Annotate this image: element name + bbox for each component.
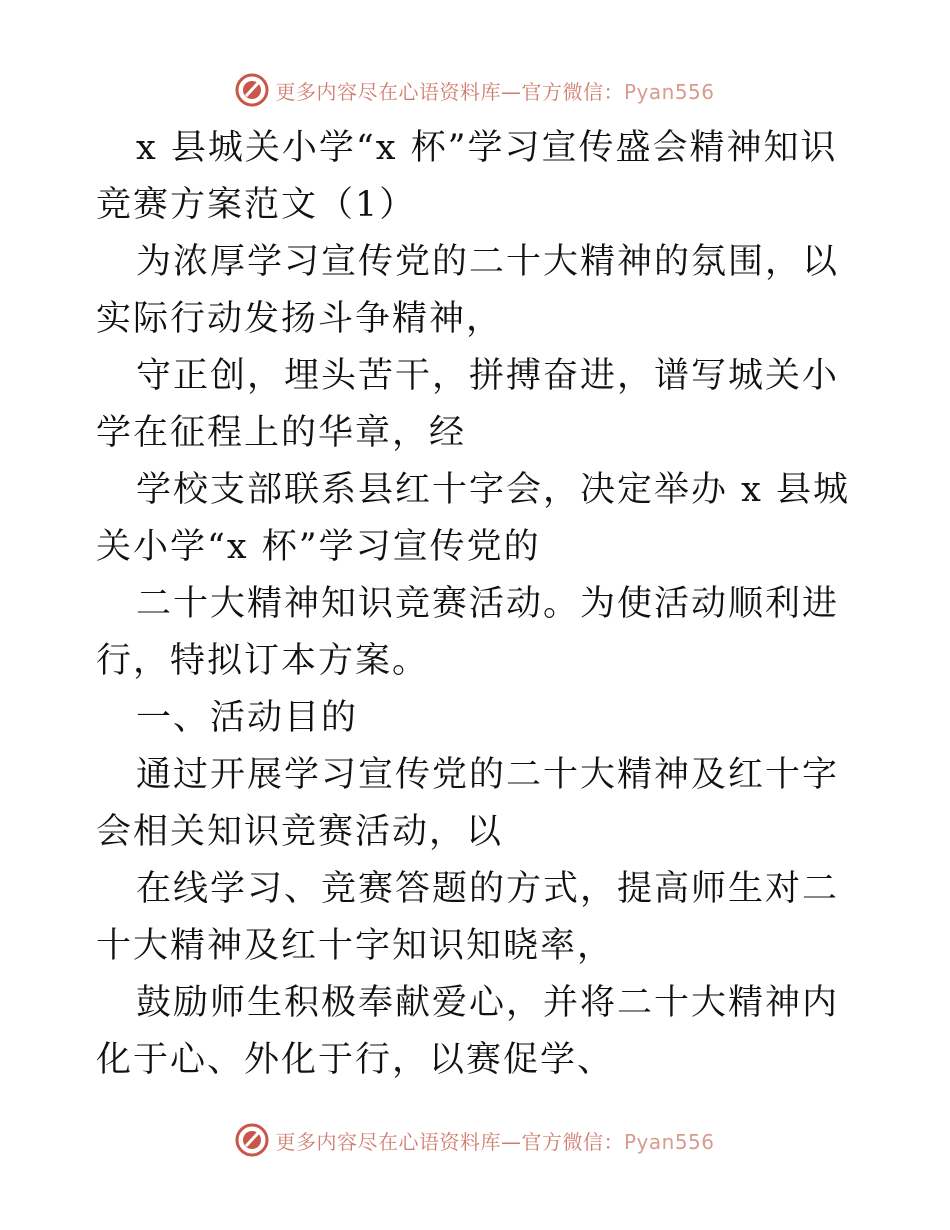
paragraph: 二十大精神知识竞赛活动。为使活动顺利进行，特拟订本方案。 xyxy=(96,584,840,681)
watermark-footer xyxy=(0,1120,950,1160)
paragraph: 通过开展学习宣传党的二十大精神及红十字会相关知识竞赛活动，以 xyxy=(96,755,840,852)
document-title: x 县城关小学“x 杯”学习宣传盛会精神知识竞赛方案范文（1） xyxy=(96,128,838,225)
watermark-text: 更多内容尽在心语资料库—官方微信：Pyan556 xyxy=(275,1129,715,1154)
watermark-header xyxy=(0,70,950,110)
red-seal-logo-icon xyxy=(235,73,269,107)
paragraph: 守正创，埋头苦干，拼搏奋进，谱写城关小学在征程上的华章，经 xyxy=(96,356,840,453)
paragraph: 鼓励师生积极奉献爱心，并将二十大精神内化于心、外化于行，以赛促学、 xyxy=(96,983,840,1080)
red-seal-logo-icon xyxy=(235,1123,269,1157)
document-body xyxy=(96,120,856,1089)
wechat-id: Pyan556 xyxy=(623,1129,715,1154)
paragraph: 学校支部联系县红十字会，决定举办 x 县城关小学“x 杯”学习宣传党的 xyxy=(96,470,850,567)
section-heading: 一、活动目的 xyxy=(136,698,359,738)
watermark-text: 更多内容尽在心语资料库—官方微信：Pyan556 xyxy=(275,79,715,104)
wechat-id: Pyan556 xyxy=(623,79,715,104)
paragraph: 在线学习、竞赛答题的方式，提高师生对二十大精神及红十字知识知晓率， xyxy=(96,869,840,966)
paragraph: 为浓厚学习宣传党的二十大精神的氛围，以实际行动发扬斗争精神， xyxy=(96,242,840,339)
